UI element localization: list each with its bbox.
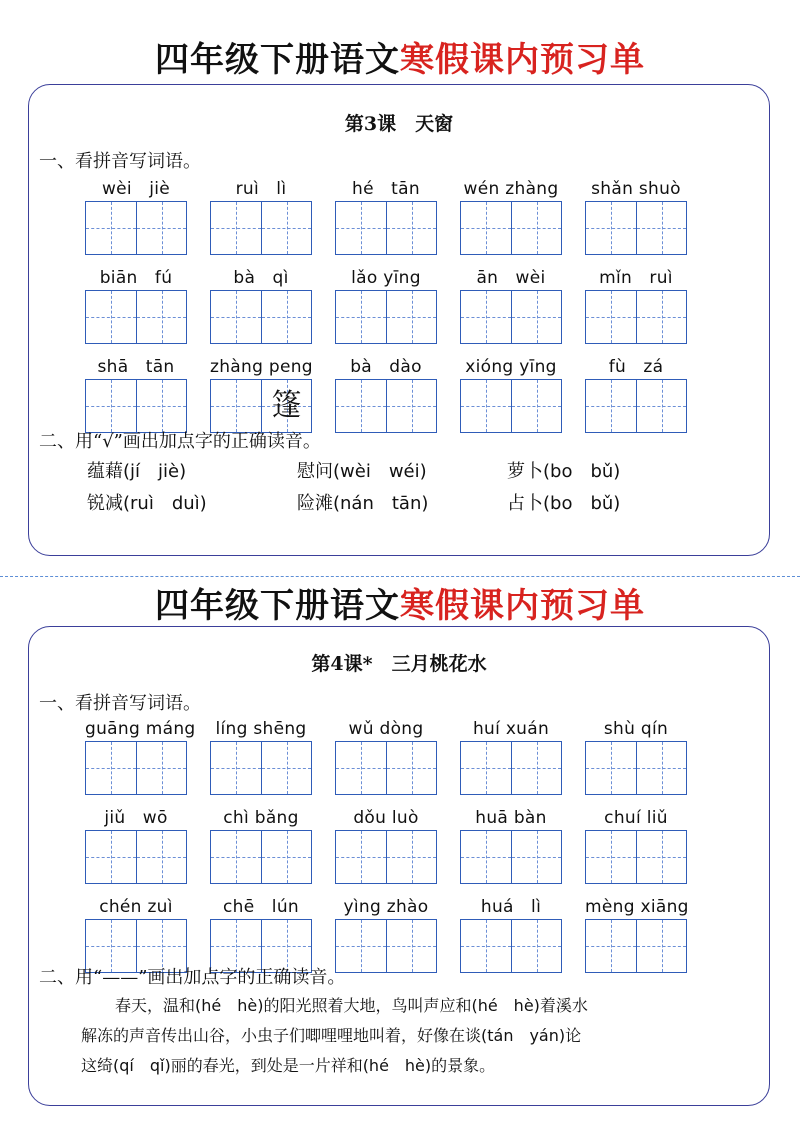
word-cell: [335, 895, 437, 973]
word-cell: [335, 806, 437, 884]
writing-boxes[interactable]: [335, 919, 437, 973]
lesson-title: 第4课* 三月桃花水: [311, 653, 487, 675]
grid-row: [85, 177, 687, 255]
char-box[interactable]: [511, 291, 561, 343]
writing-boxes[interactable]: [85, 379, 187, 433]
word-cell: [85, 355, 187, 433]
pinyin-writing-grid: [85, 177, 687, 444]
paragraph-line[interactable]: 解冻的声音传出山谷，小虫子们唧哩哩地叫着，好像在谈(tán yán)论: [81, 1026, 582, 1045]
char-box[interactable]: [636, 291, 686, 343]
writing-boxes[interactable]: [85, 201, 187, 255]
word-cell: [85, 717, 196, 795]
char-box[interactable]: [386, 291, 436, 343]
writing-boxes[interactable]: [335, 741, 437, 795]
pinyin-label: yìng zhào: [343, 897, 429, 917]
main-title-red: 寒假课内预习单: [400, 586, 645, 626]
word-cell: [335, 266, 437, 344]
writing-boxes[interactable]: [460, 290, 562, 344]
pinyin-label: bà dào: [350, 357, 422, 377]
page-separator: [0, 576, 800, 577]
word-cell: [85, 895, 187, 973]
pinyin-label: wǔ dòng: [348, 719, 424, 739]
pronunciation-choice[interactable]: 险滩(nán tān): [297, 493, 429, 514]
char-box[interactable]: [336, 831, 386, 883]
char-box[interactable]: [86, 742, 136, 794]
pronunciation-choice[interactable]: 锐减(ruì duì): [87, 493, 207, 514]
word-cell: [85, 177, 187, 255]
word-cell: [85, 806, 187, 884]
writing-boxes[interactable]: [585, 830, 687, 884]
grid-row: [85, 895, 687, 973]
pinyin-label: huá lì: [480, 897, 542, 917]
writing-boxes[interactable]: [335, 379, 437, 433]
char-box[interactable]: [86, 831, 136, 883]
word-cell: [335, 355, 437, 433]
word-cell: [210, 355, 312, 433]
paragraph-line[interactable]: 这绮(qí qǐ)丽的春光，到处是一片祥和(hé hè)的景象。: [81, 1056, 496, 1075]
char-box[interactable]: [386, 920, 436, 972]
char-box[interactable]: [211, 742, 261, 794]
word-cell: [210, 806, 312, 884]
char-box[interactable]: [511, 742, 561, 794]
writing-boxes[interactable]: [210, 379, 312, 433]
char-box[interactable]: [636, 380, 686, 432]
char-box[interactable]: [511, 831, 561, 883]
writing-boxes[interactable]: [85, 290, 187, 344]
char-box[interactable]: [386, 831, 436, 883]
char-box[interactable]: [211, 291, 261, 343]
writing-boxes[interactable]: [585, 201, 687, 255]
pinyin-label: biān fú: [99, 268, 173, 288]
char-box[interactable]: [261, 380, 311, 432]
word-cell: [210, 717, 312, 795]
choice-row: [87, 457, 667, 483]
worksheet-2-main-title: [0, 584, 800, 628]
char-box[interactable]: [136, 380, 186, 432]
char-box[interactable]: [336, 291, 386, 343]
char-box[interactable]: [386, 380, 436, 432]
pinyin-label: líng shēng: [215, 719, 307, 739]
char-box[interactable]: [211, 380, 261, 432]
char-box[interactable]: [86, 380, 136, 432]
pinyin-label: mèng xiāng: [585, 897, 689, 917]
word-cell: [210, 266, 312, 344]
pronunciation-choice[interactable]: 慰问(wèi wéi): [297, 461, 427, 482]
pinyin-label: wèi jiè: [101, 179, 171, 199]
word-cell: [585, 806, 687, 884]
pinyin-label: jiǔ wō: [104, 808, 168, 828]
pinyin-label: zhàng peng: [210, 357, 313, 377]
section-1-title: 一、看拼音写词语。: [39, 693, 201, 714]
char-box[interactable]: [586, 380, 636, 432]
writing-boxes[interactable]: [210, 830, 312, 884]
paragraph-line[interactable]: 春天，温和(hé hè)的阳光照着大地，鸟叫声应和(hé hè)着溪水: [115, 996, 588, 1015]
char-box[interactable]: [461, 380, 511, 432]
pinyin-label: hé tān: [352, 179, 420, 199]
pinyin-label: chì bǎng: [223, 808, 299, 828]
writing-boxes[interactable]: [460, 379, 562, 433]
char-box[interactable]: [261, 831, 311, 883]
char-box[interactable]: [636, 202, 686, 254]
char-box[interactable]: [511, 380, 561, 432]
char-box[interactable]: [461, 202, 511, 254]
worksheet-1-main-title: [0, 38, 800, 82]
writing-boxes[interactable]: [335, 830, 437, 884]
char-box[interactable]: [211, 831, 261, 883]
word-cell: [460, 895, 562, 973]
char-box[interactable]: [261, 291, 311, 343]
pinyin-label: xióng yīng: [465, 357, 557, 377]
char-box[interactable]: [461, 291, 511, 343]
section-1-title: 一、看拼音写词语。: [39, 151, 201, 172]
worksheet-2-card: [28, 626, 770, 1106]
word-cell: [585, 177, 687, 255]
word-cell: [460, 355, 562, 433]
char-box[interactable]: [386, 202, 436, 254]
pinyin-label: shǎn shuò: [591, 179, 681, 199]
word-cell: [585, 266, 687, 344]
writing-boxes[interactable]: [460, 830, 562, 884]
main-title-red: 寒假课内预习单: [400, 40, 645, 80]
char-box[interactable]: [261, 742, 311, 794]
section-2-title: 二、用“——”画出加点字的正确读音。: [39, 967, 346, 988]
main-title-black: 四年级下册语文: [155, 40, 400, 80]
char-box[interactable]: [336, 380, 386, 432]
pinyin-label: chuí liǔ: [604, 808, 668, 828]
section-2-title: 二、用“√”画出加点字的正确读音。: [39, 431, 321, 452]
writing-boxes[interactable]: [585, 290, 687, 344]
writing-boxes[interactable]: [585, 741, 687, 795]
word-cell: [210, 895, 312, 973]
char-box[interactable]: [86, 202, 136, 254]
word-cell: [585, 895, 687, 973]
pinyin-label: chē lún: [223, 897, 299, 917]
grid-row: [85, 266, 687, 344]
writing-boxes[interactable]: [460, 741, 562, 795]
char-box[interactable]: [461, 831, 511, 883]
word-cell: [585, 717, 687, 795]
char-box[interactable]: [636, 920, 686, 972]
pinyin-label: huí xuán: [472, 719, 550, 739]
char-box[interactable]: [636, 831, 686, 883]
writing-boxes[interactable]: [335, 201, 437, 255]
char-box[interactable]: [636, 742, 686, 794]
char-box[interactable]: [136, 291, 186, 343]
char-box[interactable]: [586, 920, 636, 972]
word-cell: [335, 717, 437, 795]
worksheet-1-card: [28, 84, 770, 556]
char-box[interactable]: [86, 291, 136, 343]
word-cell: [460, 177, 562, 255]
pronunciation-choice[interactable]: 萝卜(bo bǔ): [507, 461, 621, 482]
word-cell: [460, 266, 562, 344]
char-box[interactable]: [586, 831, 636, 883]
writing-boxes[interactable]: [585, 919, 687, 973]
grid-row: [85, 806, 687, 884]
char-box[interactable]: [386, 742, 436, 794]
pinyin-label: huā bàn: [475, 808, 547, 828]
pinyin-label: dǒu luò: [353, 808, 419, 828]
writing-boxes[interactable]: [460, 201, 562, 255]
char-box[interactable]: [511, 202, 561, 254]
prefilled-character: 篷: [271, 388, 302, 423]
reading-paragraph: [81, 991, 641, 1081]
pinyin-label: wén zhàng: [463, 179, 559, 199]
char-box[interactable]: [461, 742, 511, 794]
grid-row: [85, 355, 687, 433]
pinyin-label: shù qín: [603, 719, 669, 739]
char-box[interactable]: [136, 831, 186, 883]
writing-boxes[interactable]: [85, 741, 187, 795]
writing-boxes[interactable]: [210, 741, 312, 795]
char-box[interactable]: [586, 742, 636, 794]
writing-boxes[interactable]: [585, 379, 687, 433]
pinyin-label: shā tān: [97, 357, 175, 377]
writing-boxes[interactable]: [210, 201, 312, 255]
pinyin-label: chén zuì: [99, 897, 173, 917]
pinyin-label: fù zá: [608, 357, 664, 377]
writing-boxes[interactable]: [210, 290, 312, 344]
pinyin-label: ān wèi: [476, 268, 546, 288]
word-cell: [460, 717, 562, 795]
word-cell: [210, 177, 312, 255]
pinyin-label: guāng máng: [85, 719, 196, 739]
char-box[interactable]: [511, 920, 561, 972]
choice-row: [87, 489, 667, 515]
pinyin-label: lǎo yīng: [351, 268, 421, 288]
grid-row: [85, 717, 687, 795]
writing-boxes[interactable]: [460, 919, 562, 973]
word-cell: [460, 806, 562, 884]
pronunciation-choice[interactable]: 占卜(bo bǔ): [507, 493, 621, 514]
pinyin-label: mǐn ruì: [599, 268, 673, 288]
pinyin-writing-grid: [85, 717, 687, 984]
word-cell: [585, 355, 687, 433]
char-box[interactable]: [261, 202, 311, 254]
pronunciation-choice[interactable]: 蕴藉(jí jiè): [87, 461, 187, 482]
char-box[interactable]: [211, 202, 261, 254]
char-box[interactable]: [461, 920, 511, 972]
char-box[interactable]: [136, 202, 186, 254]
char-box[interactable]: [586, 202, 636, 254]
word-cell: [85, 266, 187, 344]
word-cell: [335, 177, 437, 255]
writing-boxes[interactable]: [335, 290, 437, 344]
char-box[interactable]: [136, 742, 186, 794]
pinyin-label: bà qì: [233, 268, 289, 288]
writing-boxes[interactable]: [85, 830, 187, 884]
char-box[interactable]: [336, 742, 386, 794]
char-box[interactable]: [586, 291, 636, 343]
lesson-title: 第3课 天窗: [344, 113, 454, 135]
pinyin-label: ruì lì: [235, 179, 287, 199]
main-title-black: 四年级下册语文: [155, 586, 400, 626]
char-box[interactable]: [336, 202, 386, 254]
